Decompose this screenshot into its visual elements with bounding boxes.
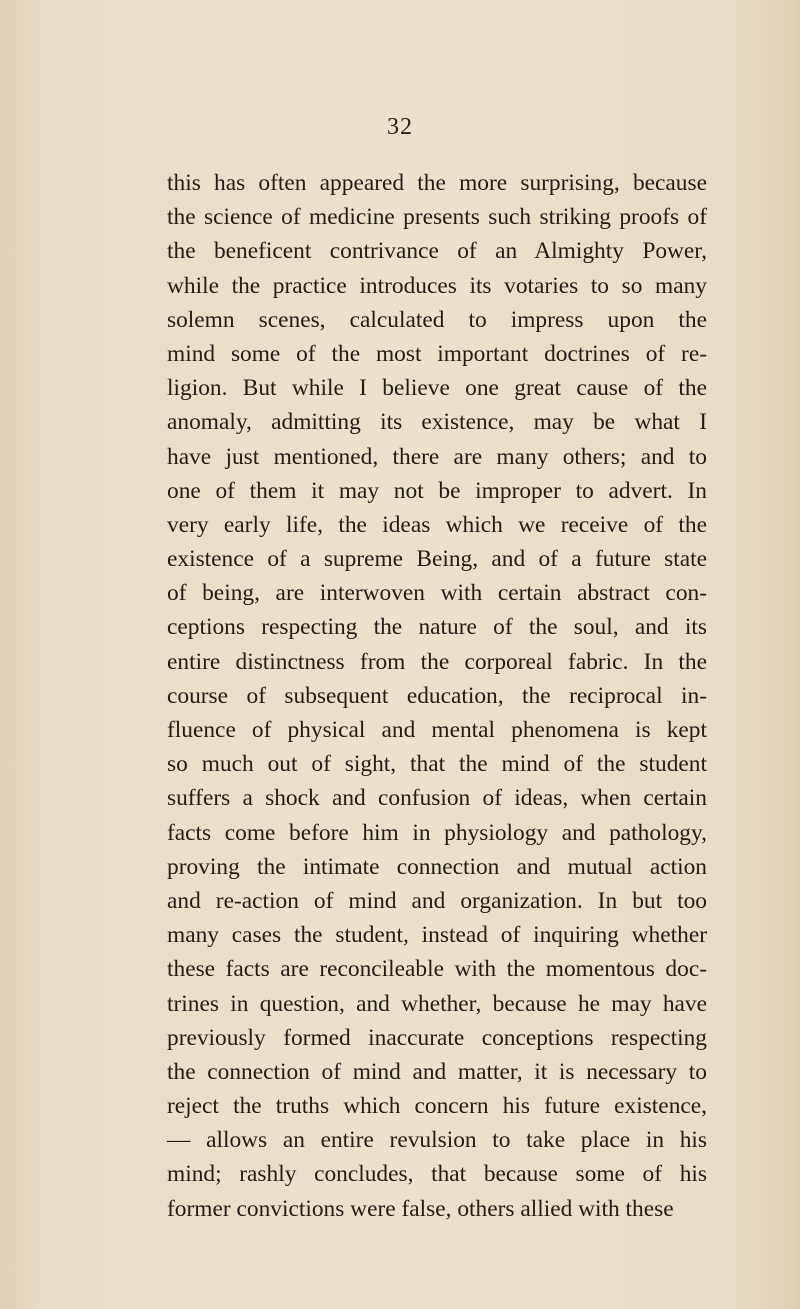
text-line: the science of medicine presents such striking proofs of	[167, 204, 707, 231]
text-line: solemn scenes, calculated to impress upon the	[167, 306, 707, 333]
text-line: facts come before him in physiology and pathology,	[167, 819, 707, 846]
text-line: previously formed inaccurate conceptions respecting	[167, 1024, 707, 1051]
text-line: former convictions were false, others allied with these	[167, 1195, 674, 1222]
page-number: 32	[387, 114, 413, 140]
text-line: trines in question, and whether, because he may have	[167, 990, 707, 1017]
text-line: entire distinctness from the corporeal fabric. In the	[167, 648, 707, 675]
text-line: mind; rashly concludes, that because some of his	[167, 1161, 707, 1188]
text-line: — allows an entire revulsion to take place in his	[167, 1127, 707, 1154]
text-line: proving the intimate connection and mutual action	[167, 853, 707, 880]
text-line: these facts are reconcileable with the momentous doc-	[167, 956, 707, 983]
text-line: so much out of sight, that the mind of the student	[167, 751, 707, 778]
text-line: one of them it may not be improper to advert. In	[167, 477, 707, 504]
text-line: mind some of the most important doctrines of re-	[167, 340, 707, 367]
text-line: existence of a supreme Being, and of a future state	[167, 546, 707, 573]
text-line: many cases the student, instead of inquiring whether	[167, 922, 707, 949]
text-line: this has often appeared the more surprising, because	[167, 170, 707, 196]
text-line: while the practice introduces its votaries to so many	[167, 272, 707, 299]
text-line: course of subsequent education, the reciprocal in-	[167, 682, 707, 709]
text-line: have just mentioned, there are many others; and to	[167, 443, 707, 470]
text-line: anomaly, admitting its existence, may be what I	[167, 409, 707, 436]
text-line: the beneficent contrivance of an Almighty Power,	[167, 238, 707, 265]
text-line: suffers a shock and confusion of ideas, when certain	[167, 785, 707, 812]
text-line: reject the truths which concern his future existence,	[167, 1093, 707, 1120]
text-line: very early life, the ideas which we receive of the	[167, 511, 707, 538]
text-line: ceptions respecting the nature of the soul, and its	[167, 614, 707, 641]
text-line: and re-action of mind and organization. In but too	[167, 887, 707, 914]
text-line: of being, are interwoven with certain abstract con-	[167, 580, 707, 607]
text-line: ligion. But while I believe one great cause of the	[167, 375, 707, 402]
text-line: the connection of mind and matter, it is necessary to	[167, 1058, 707, 1085]
text-line: fluence of physical and mental phenomena is kept	[167, 717, 707, 743]
body-text	[167, 166, 707, 1226]
